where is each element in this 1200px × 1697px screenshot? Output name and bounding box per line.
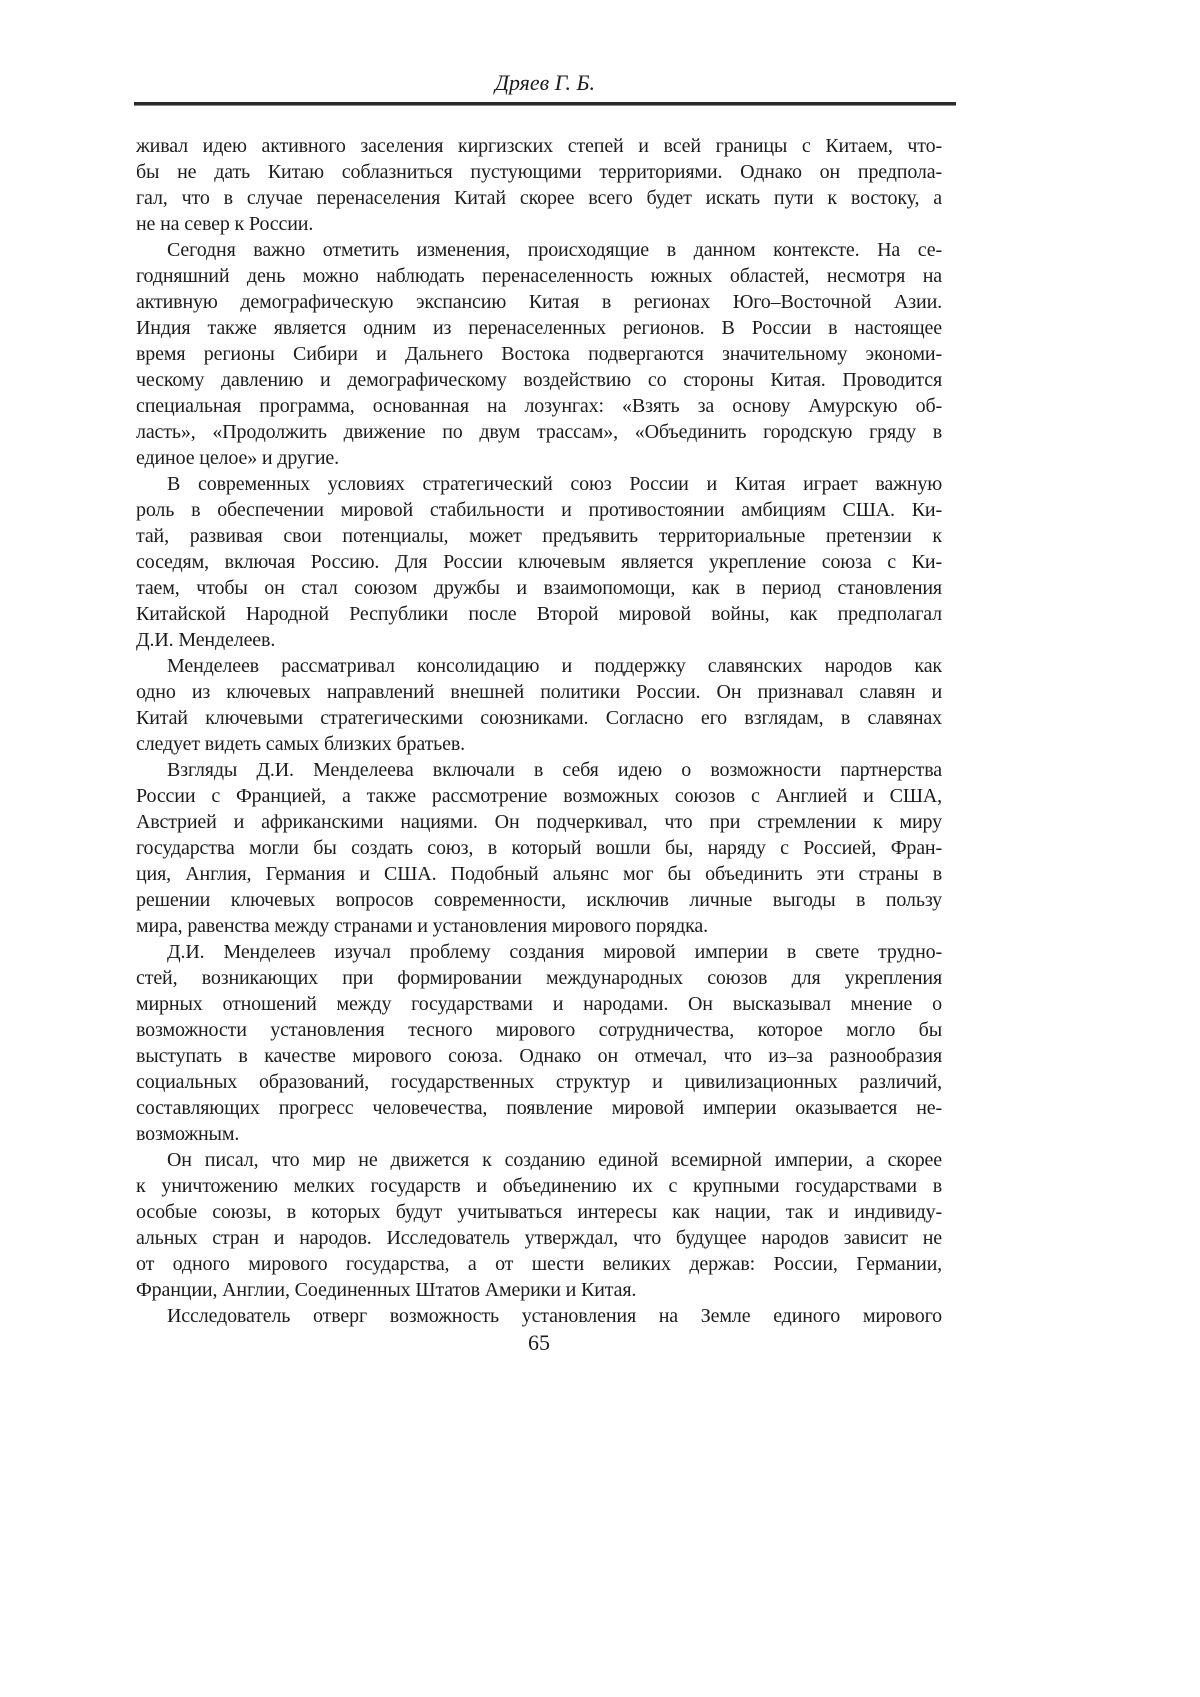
text-line: следует видеть самых близких братьев. — [136, 733, 466, 755]
text-line: роль в обеспечении мировой стабильности и противостоянии амбициям США. Ки- — [136, 499, 942, 521]
text-line: ласть», «Продолжить движение по двум трассам», «Объединить городскую гряду в — [136, 421, 942, 443]
text-line: стей, возникающих при формировании международных союзов для укрепления — [136, 967, 942, 989]
text-line: Китайской Народной Республики после Второй мировой войны, как предполагал — [136, 603, 942, 625]
text-line: гал, что в случае перенаселения Китай скорее всего будет искать пути к востоку, а — [136, 187, 942, 209]
text-line: Он писал, что мир не движется к созданию единой всемирной империи, а скорее — [167, 1149, 942, 1171]
text-line: альных стран и народов. Исследователь утверждал, что будущее народов зависит не — [136, 1227, 942, 1249]
text-line: Менделеев рассматривал консолидацию и поддержку славянских народов как — [167, 655, 942, 677]
page-number: 65 — [528, 1330, 550, 1355]
text-line: Китай ключевыми стратегическими союзниками. Согласно его взглядам, в славянах — [136, 707, 942, 729]
text-line: Исследователь отверг возможность установления на Земле единого мирового — [167, 1305, 942, 1327]
text-line: бы не дать Китаю соблазниться пустующими территориями. Однако он предпола- — [136, 161, 942, 183]
text-line: тай, развивая свои потенциалы, может предъявить территориальные претензии к — [136, 525, 942, 547]
header-rule — [134, 102, 956, 106]
running-header-author: Дряев Г. Б. — [494, 70, 596, 95]
text-line: к уничтожению мелких государств и объединению их с крупными государствами в — [136, 1175, 942, 1197]
text-line: Франции, Англии, Соединенных Штатов Америки и Китая. — [136, 1279, 637, 1301]
text-line: Индия также является одним из перенаселенных регионов. В России в настоящее — [136, 317, 942, 339]
text-line: мира, равенства между странами и установления мирового порядка. — [136, 915, 708, 937]
text-line: В современных условиях стратегический союз России и Китая играет важную — [167, 473, 942, 495]
text-line: соседям, включая Россию. Для России ключевым является укрепление союза с Ки- — [136, 551, 942, 573]
text-line: России с Францией, а также рассмотрение возможных союзов с Англией и США, — [136, 785, 942, 807]
text-line: одно из ключевых направлений внешней политики России. Он признавал славян и — [136, 681, 942, 703]
text-line: составляющих прогресс человечества, появление мировой империи оказывается не- — [136, 1097, 942, 1119]
text-line: Австрией и африканскими нациями. Он подчеркивал, что при стремлении к миру — [136, 811, 942, 833]
text-line: таем, чтобы он стал союзом дружбы и взаимопомощи, как в период становления — [136, 577, 942, 599]
text-line: Д.И. Менделеев изучал проблему создания мировой империи в свете трудно- — [167, 941, 942, 963]
text-block — [136, 133, 942, 1329]
text-line: годняшний день можно наблюдать перенаселенность южных областей, несмотря на — [136, 265, 942, 287]
text-line: мирных отношений между государствами и народами. Он высказывал мнение о — [136, 993, 942, 1015]
text-line: единое целое» и другие. — [136, 447, 339, 469]
text-line: выступать в качестве мирового союза. Однако он отмечал, что из–за разнообразия — [136, 1045, 942, 1067]
text-line: от одного мирового государства, а от шести великих держав: России, Германии, — [136, 1253, 942, 1275]
text-line: государства могли бы создать союз, в который вошли бы, наряду с Россией, Фран- — [136, 837, 942, 859]
text-line: социальных образований, государственных структур и цивилизационных различий, — [136, 1071, 942, 1093]
text-line: Сегодня важно отметить изменения, происходящие в данном контексте. На се- — [167, 239, 942, 261]
text-line: Д.И. Менделеев. — [136, 629, 276, 651]
text-line: время регионы Сибири и Дальнего Востока подвергаются значительному экономи- — [136, 343, 942, 365]
text-line: ция, Англия, Германия и США. Подобный альянс мог бы объединить эти страны в — [136, 863, 942, 885]
text-line: решении ключевых вопросов современности, исключив личные выгоды в пользу — [136, 889, 942, 911]
text-line: активную демографическую экспансию Китая в регионах Юго–Восточной Азии. — [136, 291, 942, 313]
text-line: возможности установления тесного мирового сотрудничества, которое могло бы — [136, 1019, 942, 1041]
text-line: возможным. — [136, 1123, 240, 1145]
text-line: Взгляды Д.И. Менделеева включали в себя идею о возможности партнерства — [167, 759, 942, 781]
text-line: живал идею активного заселения киргизских степей и всей границы с Китаем, что- — [136, 135, 942, 157]
text-line: специальная программа, основанная на лозунгах: «Взять за основу Амурскую об- — [136, 395, 942, 417]
text-line: не на север к России. — [136, 213, 314, 235]
text-line: ческому давлению и демографическому воздействию со стороны Китая. Проводится — [136, 369, 942, 391]
text-line: особые союзы, в которых будут учитываться интересы как нации, так и индивиду- — [136, 1201, 942, 1223]
